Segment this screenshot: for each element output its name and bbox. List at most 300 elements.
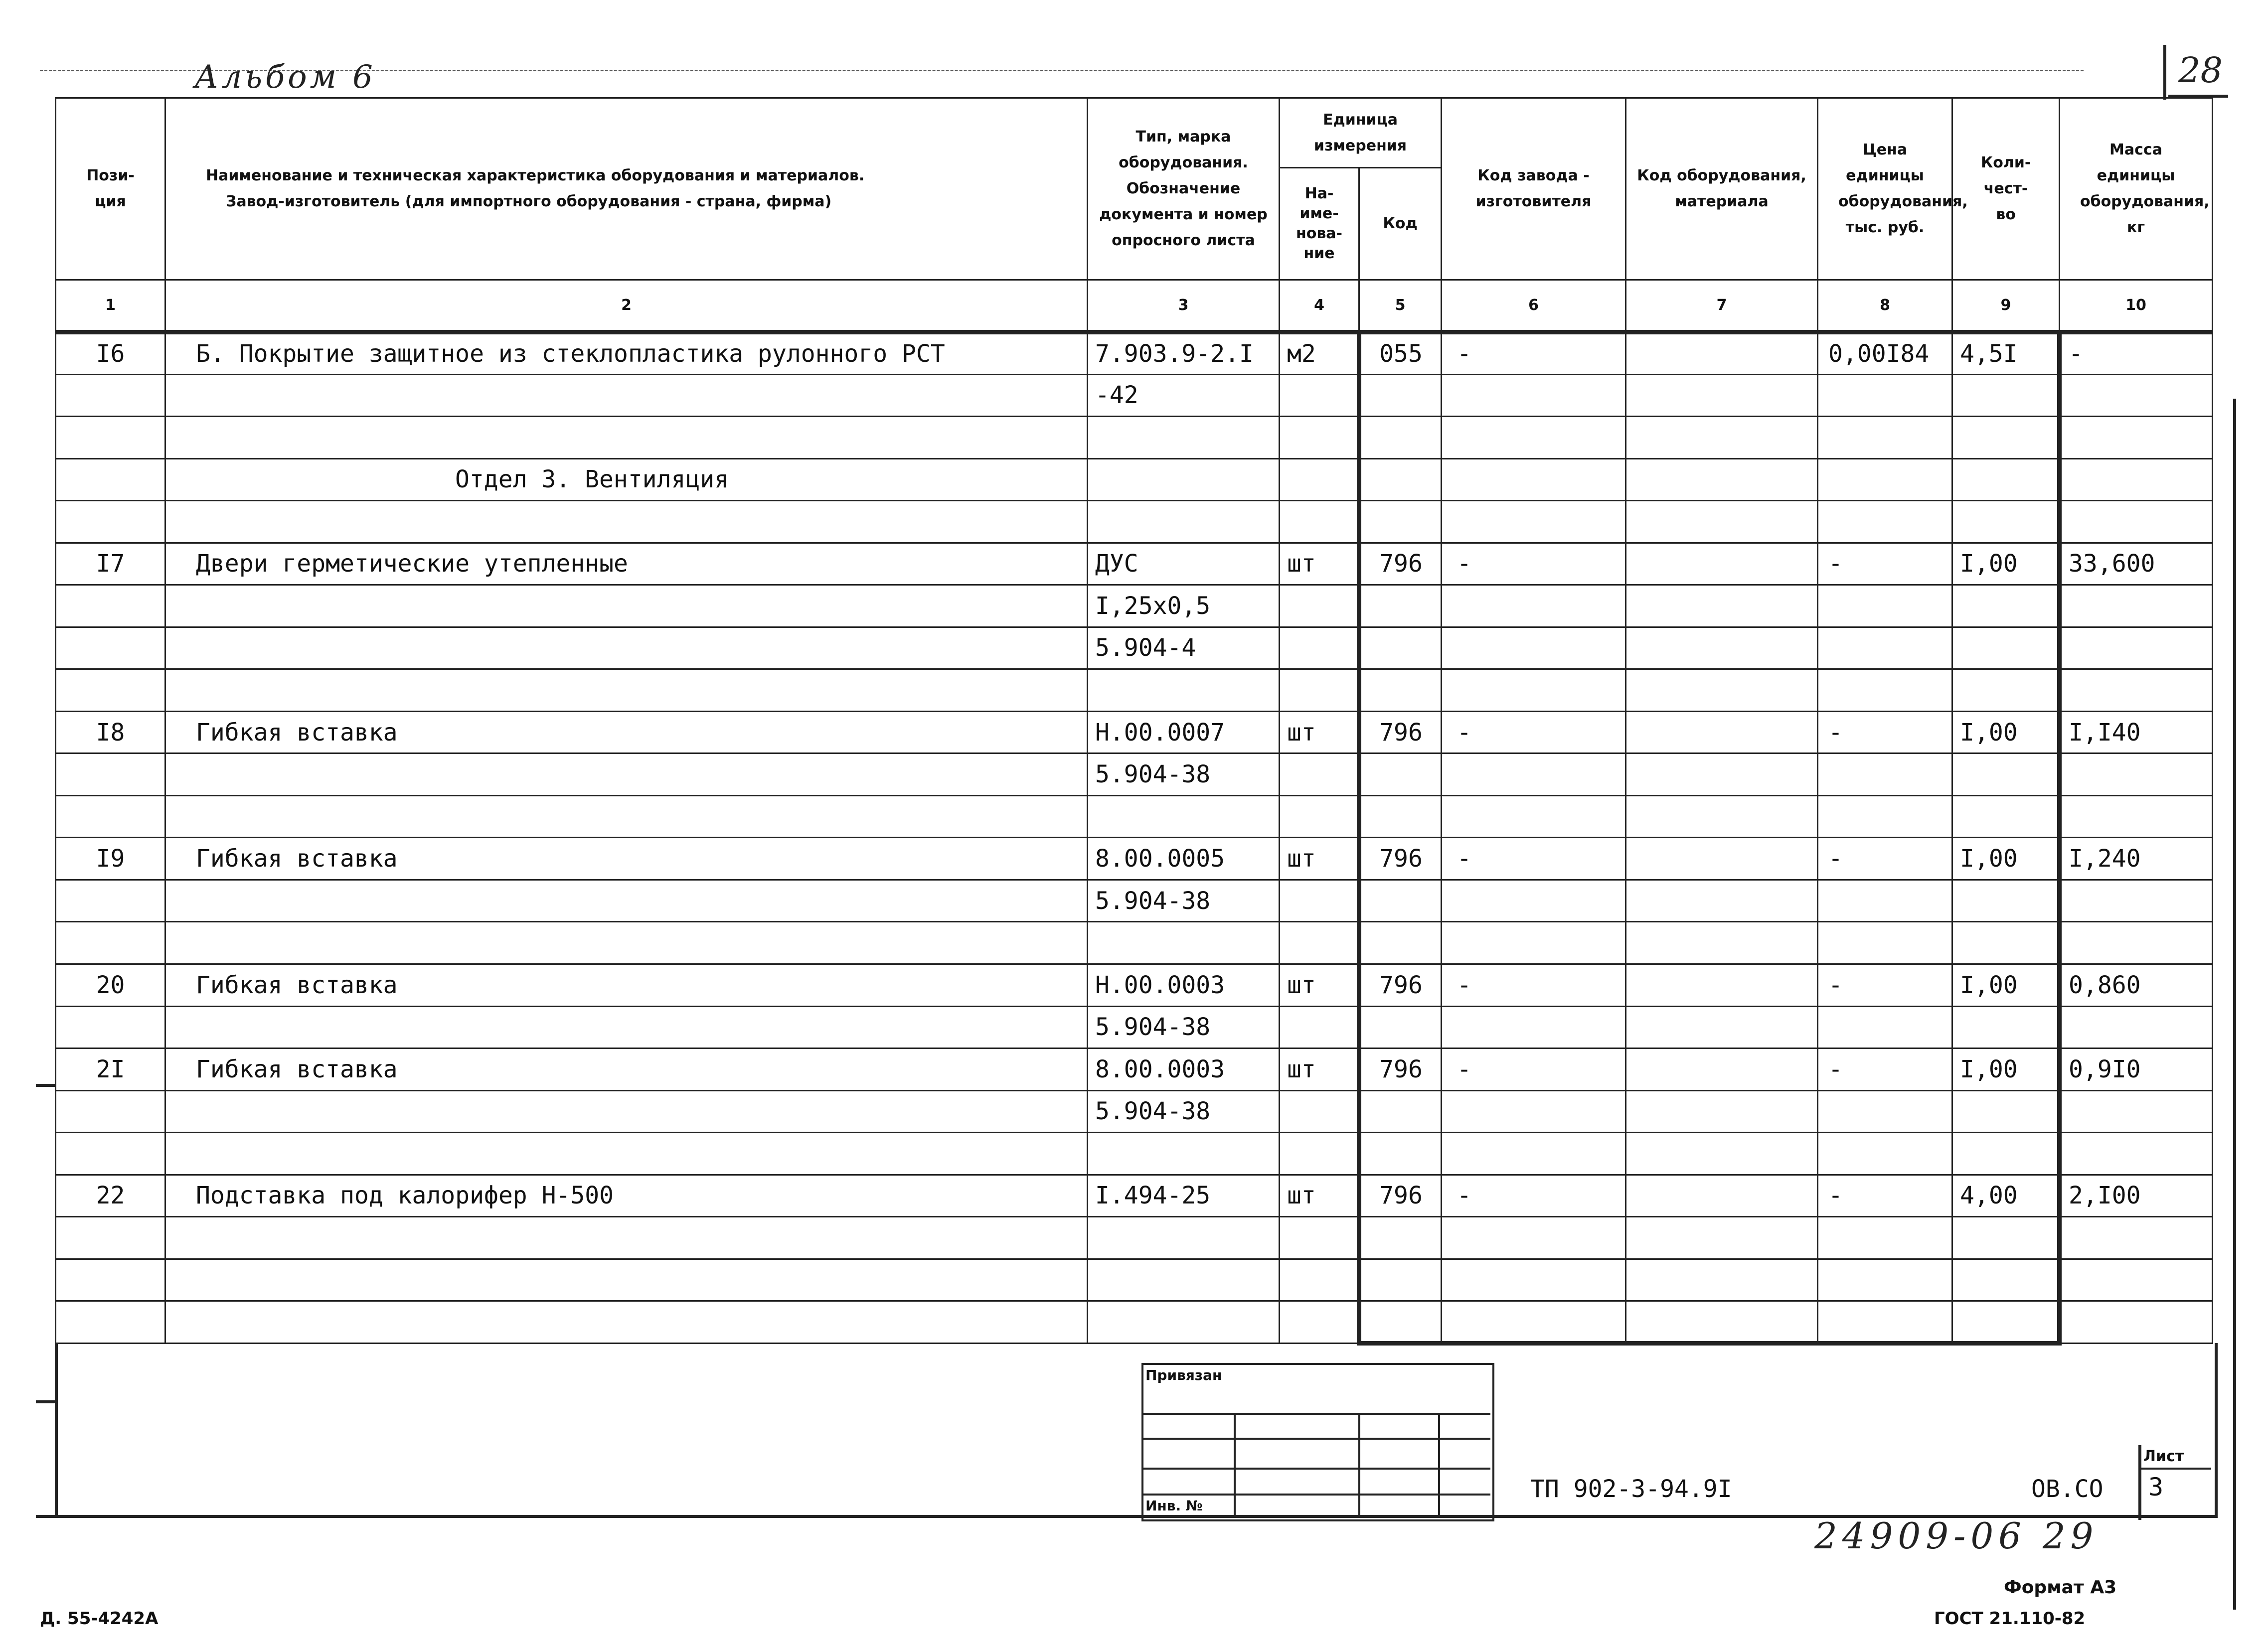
cell-unit — [1280, 880, 1359, 922]
cell-unit: шт — [1280, 964, 1359, 1006]
header-name-line2: Завод-изготовитель (для импортного оборудования - страна, фирма) — [226, 193, 832, 210]
cell-type — [1088, 417, 1280, 459]
column-number: 4 — [1280, 280, 1359, 332]
header-name — [165, 98, 1088, 280]
cell-position — [56, 374, 165, 417]
cell-unit — [1280, 795, 1359, 838]
cell-mass — [2060, 627, 2213, 669]
sheet-label: Лист — [2143, 1448, 2184, 1465]
table-row — [56, 1259, 2213, 1301]
cell-name — [165, 880, 1088, 922]
cell-equipment-code — [1626, 417, 1818, 459]
cell-equipment-code — [1626, 1259, 1818, 1301]
table-row — [56, 332, 2213, 375]
cell-equipment-code — [1626, 1006, 1818, 1049]
cell-quantity: I,00 — [1952, 543, 2060, 585]
header-unit-name: На- име- нова- ние — [1280, 168, 1359, 280]
cell-equipment-code — [1626, 374, 1818, 417]
cell-unit-code: 055 — [1359, 332, 1442, 375]
cell-quantity: 4,00 — [1952, 1175, 2060, 1217]
cell-mass — [2060, 753, 2213, 796]
column-number: 2 — [165, 280, 1088, 332]
cell-quantity — [1952, 417, 2060, 459]
cell-factory-code — [1442, 374, 1626, 417]
cell-name: Гибкая вставка — [165, 1049, 1088, 1091]
cell-name — [165, 627, 1088, 669]
cell-mass: 33,600 — [2060, 543, 2213, 585]
cell-mass — [2060, 374, 2213, 417]
cell-factory-code — [1442, 795, 1626, 838]
cell-unit-code — [1359, 1301, 1442, 1344]
format-label: Формат А3 — [2004, 1577, 2117, 1598]
cell-equipment-code — [1626, 1175, 1818, 1217]
cell-factory-code: - — [1442, 332, 1626, 375]
cell-type — [1088, 669, 1280, 712]
cell-unit: шт — [1280, 711, 1359, 753]
header-unit-code: Код — [1359, 168, 1442, 280]
cell-factory-code — [1442, 627, 1626, 669]
header-unit-group: Единица измерения — [1280, 98, 1442, 168]
table-row — [56, 880, 2213, 922]
cell-quantity — [1952, 669, 2060, 712]
cell-unit-code — [1359, 1217, 1442, 1259]
cell-name: Гибкая вставка — [165, 964, 1088, 1006]
cell-unit-code — [1359, 417, 1442, 459]
cell-unit — [1280, 1217, 1359, 1259]
cell-quantity — [1952, 1217, 2060, 1259]
cell-unit — [1280, 627, 1359, 669]
cell-name — [165, 1006, 1088, 1049]
binding-divider — [1438, 1413, 1440, 1517]
cell-type: 8.00.0005 — [1088, 838, 1280, 880]
column-number: 6 — [1442, 280, 1626, 332]
cell-type — [1088, 1217, 1280, 1259]
cell-mass — [2060, 501, 2213, 543]
cell-type: Н.00.0003 — [1088, 964, 1280, 1006]
cell-mass: 0,9I0 — [2060, 1049, 2213, 1091]
cell-price — [1818, 1006, 1952, 1049]
cell-price — [1818, 417, 1952, 459]
cell-unit-code — [1359, 1133, 1442, 1175]
right-edge-line — [2233, 399, 2236, 1610]
cell-unit-code: 796 — [1359, 838, 1442, 880]
cell-price: - — [1818, 711, 1952, 753]
cell-mass: I,240 — [2060, 838, 2213, 880]
cell-position — [56, 1006, 165, 1049]
cell-equipment-code — [1626, 838, 1818, 880]
cell-name: Отдел 3. Вентиляция — [165, 458, 1088, 501]
cell-price — [1818, 1133, 1952, 1175]
header-name-line1: Наименование и техническая характеристика оборудования и материалов. — [206, 167, 865, 184]
cell-factory-code — [1442, 753, 1626, 796]
cell-factory-code — [1442, 1006, 1626, 1049]
cell-mass: 0,860 — [2060, 964, 2213, 1006]
cell-name — [165, 501, 1088, 543]
bottom-left-code: Д. 55-4242А — [40, 1609, 159, 1629]
table-row — [56, 964, 2213, 1006]
cell-mass — [2060, 1090, 2213, 1133]
cell-type: Н.00.0007 — [1088, 711, 1280, 753]
cell-position: 22 — [56, 1175, 165, 1217]
table-row — [56, 838, 2213, 880]
cell-type — [1088, 1133, 1280, 1175]
cell-factory-code: - — [1442, 1175, 1626, 1217]
margin-tick — [36, 1084, 56, 1087]
cell-unit-code: 796 — [1359, 964, 1442, 1006]
cell-mass — [2060, 458, 2213, 501]
cell-unit — [1280, 585, 1359, 627]
cell-quantity: I,00 — [1952, 964, 2060, 1006]
cell-type: ДУС — [1088, 543, 1280, 585]
document-suffix: ОВ.СО — [2031, 1475, 2104, 1503]
cell-position — [56, 795, 165, 838]
cell-factory-code — [1442, 880, 1626, 922]
column-number: 8 — [1818, 280, 1952, 332]
cell-equipment-code — [1626, 1090, 1818, 1133]
cell-equipment-code — [1626, 501, 1818, 543]
cell-price — [1818, 458, 1952, 501]
cell-equipment-code — [1626, 1133, 1818, 1175]
cell-unit — [1280, 753, 1359, 796]
cell-type: 5.904-4 — [1088, 627, 1280, 669]
column-number-row — [56, 280, 2213, 332]
cell-unit — [1280, 1301, 1359, 1344]
cell-quantity: I,00 — [1952, 838, 2060, 880]
cell-equipment-code — [1626, 1049, 1818, 1091]
cell-name: Б. Покрытие защитное из стеклопластика рулонного РСТ — [165, 332, 1088, 375]
header-mass: Масса единицы оборудования, кг — [2060, 98, 2213, 280]
handwritten-page-number: 28 — [2178, 50, 2223, 91]
table-row — [56, 669, 2213, 712]
cell-type: 5.904-38 — [1088, 753, 1280, 796]
table-row — [56, 711, 2213, 753]
cell-price — [1818, 795, 1952, 838]
cell-unit — [1280, 458, 1359, 501]
table-row — [56, 627, 2213, 669]
cell-mass — [2060, 585, 2213, 627]
cell-price — [1818, 922, 1952, 964]
cell-type — [1088, 922, 1280, 964]
cell-position — [56, 753, 165, 796]
cell-quantity — [1952, 585, 2060, 627]
cell-unit-code — [1359, 880, 1442, 922]
cell-position — [56, 880, 165, 922]
cell-unit-code — [1359, 627, 1442, 669]
cell-unit-code — [1359, 753, 1442, 796]
cell-type — [1088, 795, 1280, 838]
margin-tick — [36, 1515, 56, 1518]
cell-price: 0,00I84 — [1818, 332, 1952, 375]
cell-quantity: I,00 — [1952, 711, 2060, 753]
cell-type: 7.903.9-2.I — [1088, 332, 1280, 375]
cell-unit-code — [1359, 922, 1442, 964]
cell-unit: шт — [1280, 1049, 1359, 1091]
binding-label: Привязан — [1145, 1367, 1222, 1383]
cell-factory-code — [1442, 585, 1626, 627]
cell-quantity — [1952, 880, 2060, 922]
table-row — [56, 922, 2213, 964]
cell-name — [165, 374, 1088, 417]
header-equipment-code: Код оборудования, материала — [1626, 98, 1818, 280]
cell-name — [165, 1217, 1088, 1259]
table-row — [56, 1175, 2213, 1217]
cell-name — [165, 795, 1088, 838]
cell-name — [165, 585, 1088, 627]
cell-position: I8 — [56, 711, 165, 753]
cell-unit — [1280, 922, 1359, 964]
cell-position: 20 — [56, 964, 165, 1006]
cell-quantity — [1952, 1301, 2060, 1344]
table-row — [56, 1006, 2213, 1049]
cell-unit: м2 — [1280, 332, 1359, 375]
cell-unit-code — [1359, 585, 1442, 627]
cell-quantity — [1952, 501, 2060, 543]
cell-price — [1818, 627, 1952, 669]
album-label: Альбом 6 — [194, 59, 376, 96]
cell-type: -42 — [1088, 374, 1280, 417]
cell-unit-code — [1359, 501, 1442, 543]
binding-block — [1141, 1363, 1490, 1517]
inventory-label: Инв. № — [1145, 1498, 1203, 1514]
binding-divider — [1358, 1413, 1360, 1517]
cell-unit-code: 796 — [1359, 1049, 1442, 1091]
cell-equipment-code — [1626, 458, 1818, 501]
cell-factory-code — [1442, 1133, 1626, 1175]
cell-unit-code: 796 — [1359, 711, 1442, 753]
cell-name — [165, 1259, 1088, 1301]
cell-type — [1088, 1301, 1280, 1344]
cell-position — [56, 585, 165, 627]
cell-position: I6 — [56, 332, 165, 375]
cell-price — [1818, 669, 1952, 712]
header-quantity: Коли- чест- во — [1952, 98, 2060, 280]
table-body — [56, 332, 2213, 1344]
table-row — [56, 585, 2213, 627]
cell-quantity — [1952, 374, 2060, 417]
cell-type: 5.904-38 — [1088, 880, 1280, 922]
column-number: 10 — [2060, 280, 2213, 332]
cell-price — [1818, 1259, 1952, 1301]
cell-price — [1818, 880, 1952, 922]
cell-equipment-code — [1626, 795, 1818, 838]
cell-mass — [2060, 1006, 2213, 1049]
cell-unit — [1280, 1259, 1359, 1301]
table-row — [56, 1133, 2213, 1175]
table-row — [56, 795, 2213, 838]
cell-price — [1818, 1301, 1952, 1344]
cell-unit — [1280, 501, 1359, 543]
cell-factory-code — [1442, 1301, 1626, 1344]
cell-price — [1818, 501, 1952, 543]
cell-type: 5.904-38 — [1088, 1090, 1280, 1133]
cell-equipment-code — [1626, 585, 1818, 627]
cell-quantity — [1952, 627, 2060, 669]
handwritten-stamp-number: 24909-06 29 — [1814, 1515, 2099, 1557]
cell-equipment-code — [1626, 543, 1818, 585]
cell-mass — [2060, 669, 2213, 712]
cell-price: - — [1818, 1049, 1952, 1091]
cell-unit — [1280, 669, 1359, 712]
cell-unit — [1280, 417, 1359, 459]
cell-type — [1088, 458, 1280, 501]
header-row-1 — [56, 98, 2213, 168]
cell-type: 8.00.0003 — [1088, 1049, 1280, 1091]
cell-factory-code — [1442, 417, 1626, 459]
cell-type: 5.904-38 — [1088, 1006, 1280, 1049]
cell-quantity — [1952, 1259, 2060, 1301]
cell-equipment-code — [1626, 964, 1818, 1006]
cell-factory-code: - — [1442, 711, 1626, 753]
cell-equipment-code — [1626, 669, 1818, 712]
specification-table — [55, 97, 2213, 1346]
cell-name: Двери герметические утепленные — [165, 543, 1088, 585]
cell-position — [56, 417, 165, 459]
cell-name — [165, 922, 1088, 964]
cell-equipment-code — [1626, 711, 1818, 753]
cell-unit — [1280, 1006, 1359, 1049]
cell-factory-code — [1442, 1259, 1626, 1301]
cell-price: - — [1818, 1175, 1952, 1217]
cell-position — [56, 627, 165, 669]
cell-factory-code: - — [1442, 1049, 1626, 1091]
column-number: 3 — [1088, 280, 1280, 332]
table-row — [56, 1049, 2213, 1091]
cell-name — [165, 417, 1088, 459]
column-number: 1 — [56, 280, 165, 332]
cell-unit-code — [1359, 1259, 1442, 1301]
cell-name: Гибкая вставка — [165, 838, 1088, 880]
sheet-divider — [2138, 1468, 2211, 1470]
cell-type: I.494-25 — [1088, 1175, 1280, 1217]
cell-mass — [2060, 922, 2213, 964]
cell-name — [165, 1133, 1088, 1175]
gost-label: ГОСТ 21.110-82 — [1934, 1609, 2086, 1629]
cell-unit-code — [1359, 1090, 1442, 1133]
cell-position — [56, 458, 165, 501]
cell-position: I7 — [56, 543, 165, 585]
cell-position — [56, 922, 165, 964]
cell-quantity: I,00 — [1952, 1049, 2060, 1091]
cell-unit-code: 796 — [1359, 543, 1442, 585]
cell-quantity — [1952, 753, 2060, 796]
margin-tick — [36, 1400, 56, 1403]
cell-mass: I,I40 — [2060, 711, 2213, 753]
cell-factory-code: - — [1442, 964, 1626, 1006]
cell-price: - — [1818, 964, 1952, 1006]
cell-price — [1818, 1217, 1952, 1259]
cell-factory-code — [1442, 1217, 1626, 1259]
cell-name — [165, 669, 1088, 712]
cell-type — [1088, 1259, 1280, 1301]
cell-factory-code — [1442, 458, 1626, 501]
table-row — [56, 1217, 2213, 1259]
cell-equipment-code — [1626, 1301, 1818, 1344]
cell-position: I9 — [56, 838, 165, 880]
cell-unit-code — [1359, 669, 1442, 712]
cell-mass — [2060, 417, 2213, 459]
cell-equipment-code — [1626, 922, 1818, 964]
cell-unit — [1280, 1090, 1359, 1133]
cell-mass — [2060, 1133, 2213, 1175]
cell-position — [56, 501, 165, 543]
binding-divider — [1234, 1413, 1236, 1517]
table-row — [56, 374, 2213, 417]
cell-unit-code — [1359, 795, 1442, 838]
cell-position: 2I — [56, 1049, 165, 1091]
cell-unit: шт — [1280, 543, 1359, 585]
cell-quantity — [1952, 795, 2060, 838]
table-row — [56, 753, 2213, 796]
cell-unit-code — [1359, 374, 1442, 417]
cell-name — [165, 1090, 1088, 1133]
cell-price — [1818, 585, 1952, 627]
cell-factory-code — [1442, 1090, 1626, 1133]
cell-position — [56, 1217, 165, 1259]
cell-quantity: 4,5I — [1952, 332, 2060, 375]
cell-name: Подставка под калорифер Н-500 — [165, 1175, 1088, 1217]
cell-type — [1088, 501, 1280, 543]
cell-position — [56, 1259, 165, 1301]
cell-price — [1818, 1090, 1952, 1133]
cell-price: - — [1818, 838, 1952, 880]
cell-quantity — [1952, 1133, 2060, 1175]
table-row — [56, 543, 2213, 585]
cell-mass — [2060, 1217, 2213, 1259]
cell-mass — [2060, 1259, 2213, 1301]
document-code: ТП 902-3-94.9I — [1530, 1475, 1732, 1503]
cell-mass: 2,I00 — [2060, 1175, 2213, 1217]
cell-equipment-code — [1626, 627, 1818, 669]
cell-name — [165, 753, 1088, 796]
header-price: Цена единицы оборудования, тыс. руб. — [1818, 98, 1952, 280]
table-row — [56, 1301, 2213, 1344]
cell-equipment-code — [1626, 332, 1818, 375]
cell-price: - — [1818, 543, 1952, 585]
cell-name: Гибкая вставка — [165, 711, 1088, 753]
cell-factory-code: - — [1442, 543, 1626, 585]
cell-quantity — [1952, 1090, 2060, 1133]
cell-factory-code: - — [1442, 838, 1626, 880]
header-type: Тип, марка оборудования. Обозначение документа и номер опросного листа — [1088, 98, 1280, 280]
cell-unit: шт — [1280, 1175, 1359, 1217]
cell-mass: - — [2060, 332, 2213, 375]
sheet-number: 3 — [2148, 1473, 2164, 1501]
cell-position — [56, 1301, 165, 1344]
column-number: 9 — [1952, 280, 2060, 332]
header-factory-code: Код завода - изготовителя — [1442, 98, 1626, 280]
cell-unit: шт — [1280, 838, 1359, 880]
cell-unit — [1280, 1133, 1359, 1175]
cell-type: I,25x0,5 — [1088, 585, 1280, 627]
cell-factory-code — [1442, 501, 1626, 543]
cell-mass — [2060, 1301, 2213, 1344]
cell-unit-code — [1359, 458, 1442, 501]
cell-position — [56, 1133, 165, 1175]
cell-price — [1818, 753, 1952, 796]
cell-price — [1818, 374, 1952, 417]
cell-quantity — [1952, 922, 2060, 964]
cell-equipment-code — [1626, 1217, 1818, 1259]
cell-mass — [2060, 880, 2213, 922]
cell-position — [56, 1090, 165, 1133]
header-position: Пози- ция — [56, 98, 165, 280]
cell-unit-code: 796 — [1359, 1175, 1442, 1217]
table-row — [56, 458, 2213, 501]
cell-mass — [2060, 795, 2213, 838]
cell-equipment-code — [1626, 753, 1818, 796]
table-row — [56, 417, 2213, 459]
cell-factory-code — [1442, 669, 1626, 712]
